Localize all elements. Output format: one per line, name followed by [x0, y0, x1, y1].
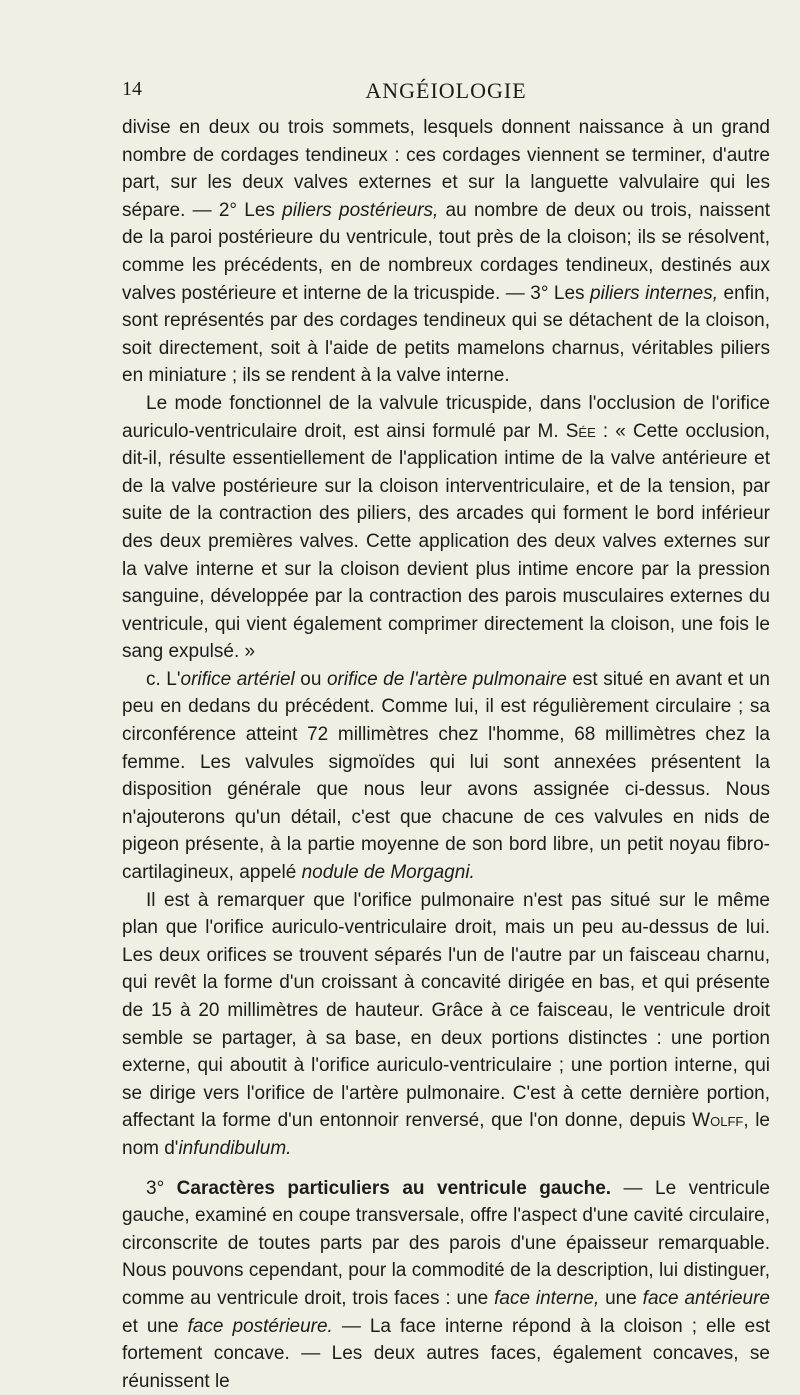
section-heading: Caractères particuliers au ventricule gauche.	[176, 1177, 612, 1199]
text-run: Il est à remarquer que l'orifice pulmonaire n'est pas situé sur le même plan que l'orifice auriculo-ventriculaire droit, mais un peu au-dessus de lui. Les deux orifices se trouvent séparés l'un de l'autre par un faisceau charnu, qui revêt la forme d'un croissant à concavité dirigée en bas, et qui présente de 15 à 20 millimètres de hauteur. Grâce à ce faisceau, le ventricule droit semble se partager, à sa base, en deux portions distinctes : une portion externe, qui aboutit à l'orifice auriculo-ventriculaire ; une portion interne, qui se dirige vers l'orifice de l'artère pulmonaire. C'est à cette dernière portion, affectant la forme d'un entonnoir renversé, que l'on donne, depuis	[122, 889, 770, 1132]
italic-term-infundibulum: infundibulum.	[178, 1137, 292, 1159]
text-run: enfin, sont représentés par des cordages tendineux qui se détachent de la cloison, soit directement, soit à l'aide de petits mamelons charnus, véritables piliers en miniature ; ils se rendent à la valve interne.	[122, 282, 770, 387]
section-number: 3°	[146, 1177, 165, 1199]
text-run: — Le ventricule gauche, examiné en coupe transversale, offre l'aspect d'une cavité circulaire, circonscrite de toutes parts par des parois d'une épaisseur remarquable. Nous pouvons cependant, pour la commodité de la description, lui distinguer, comme au ventricule droit, trois faces : une	[122, 1177, 770, 1309]
text-run: ou	[294, 668, 327, 690]
italic-term-orifice-arteriel: orifice artériel	[180, 668, 295, 690]
paragraph-3	[122, 666, 770, 887]
page-header	[122, 78, 770, 106]
paragraph-4	[122, 887, 770, 1163]
text-run: c. L'	[146, 668, 181, 690]
text-run: Le mode fonctionnel de la valvule tricuspide, dans l'occlusion de l'orifice auriculo-ventriculaire droit, est ainsi formulé par M.	[122, 392, 770, 442]
italic-term-face-posterieure: face postérieure.	[187, 1315, 333, 1337]
text-run: est situé en avant et un peu en dedans du précédent. Comme lui, il est régulièrement circulaire ; sa circonférence atteint 72 millimètres chez l'homme, 68 millimètres chez la femme. Les valvules sigmoïdes qui lui sont annexées présentent la disposition générale que nous leur avons assignée ci-dessus. Nous n'ajouterons qu'un détail, c'est que chacune de ces valvules en nids de pigeon présente, à la partie moyenne de son bord libre, un petit noyau fibro-cartilagineux, appelé	[122, 668, 770, 884]
text-run: au nombre de deux ou trois, naissent de la paroi postérieure du ventricule, tout près de la cloison; ils se résolvent, comme les précédents, en de nombreux cordages tendineux, destinés aux valves postérieure et interne de la tricuspide. — 3° Les	[122, 199, 771, 304]
text-run: , le nom d'	[122, 1110, 770, 1159]
italic-term-face-anterieure: face antérieure	[642, 1287, 770, 1309]
text-run: divise en deux ou trois sommets, lesquels donnent naissance à un grand nombre de cordages tendineux : ces cordages viennent se terminer, d'autre part, sur les deux valves externes et sur la languette valvulaire qui les sépare. — 2° Les	[122, 117, 770, 221]
italic-term-face-interne: face interne,	[494, 1287, 600, 1309]
author-name-wolff: Wolff	[692, 1110, 744, 1132]
running-title: ANGÉIOLOGIE	[365, 78, 527, 103]
text-run: et une	[122, 1315, 188, 1337]
text-run: une	[599, 1287, 643, 1309]
section-gap	[122, 1163, 770, 1175]
text-run: — La face interne répond à la cloison ; elle est fortement concave. — Les deux autres faces, également concaves, se réunissent le	[122, 1315, 770, 1392]
italic-term-nodule-morgagni: nodule de Morgagni.	[301, 862, 475, 884]
paragraph-2	[122, 390, 770, 666]
italic-term-piliers-posterieurs: piliers postérieurs,	[282, 199, 439, 221]
text-run: : « Cette occlusion, dit-il, résulte essentiellement de l'application intime de la valve antérieure et de la valve postérieure sur la cloison interventriculaire, et de la tension, par suite de la contraction des piliers, des arcades qui forment le bord inférieur des deux premières valves. Cette application des deux valves externes sur la valve interne et sur la cloison devient plus intime encore par la pression sanguine, développée par la contraction des parois musculaires externes du ventricule, qui vient également comprimer directement la cloison, une fois le sang expulsé. »	[122, 420, 770, 663]
italic-term-orifice-artere-pulmonaire: orifice de l'artère pulmonaire	[326, 668, 567, 690]
paragraph-1	[122, 114, 770, 390]
body-text	[122, 114, 770, 1395]
paragraph-5	[122, 1175, 770, 1395]
italic-term-piliers-internes: piliers internes,	[590, 282, 719, 304]
author-name-see: Sée	[565, 420, 596, 442]
page-number: 14	[122, 78, 142, 100]
